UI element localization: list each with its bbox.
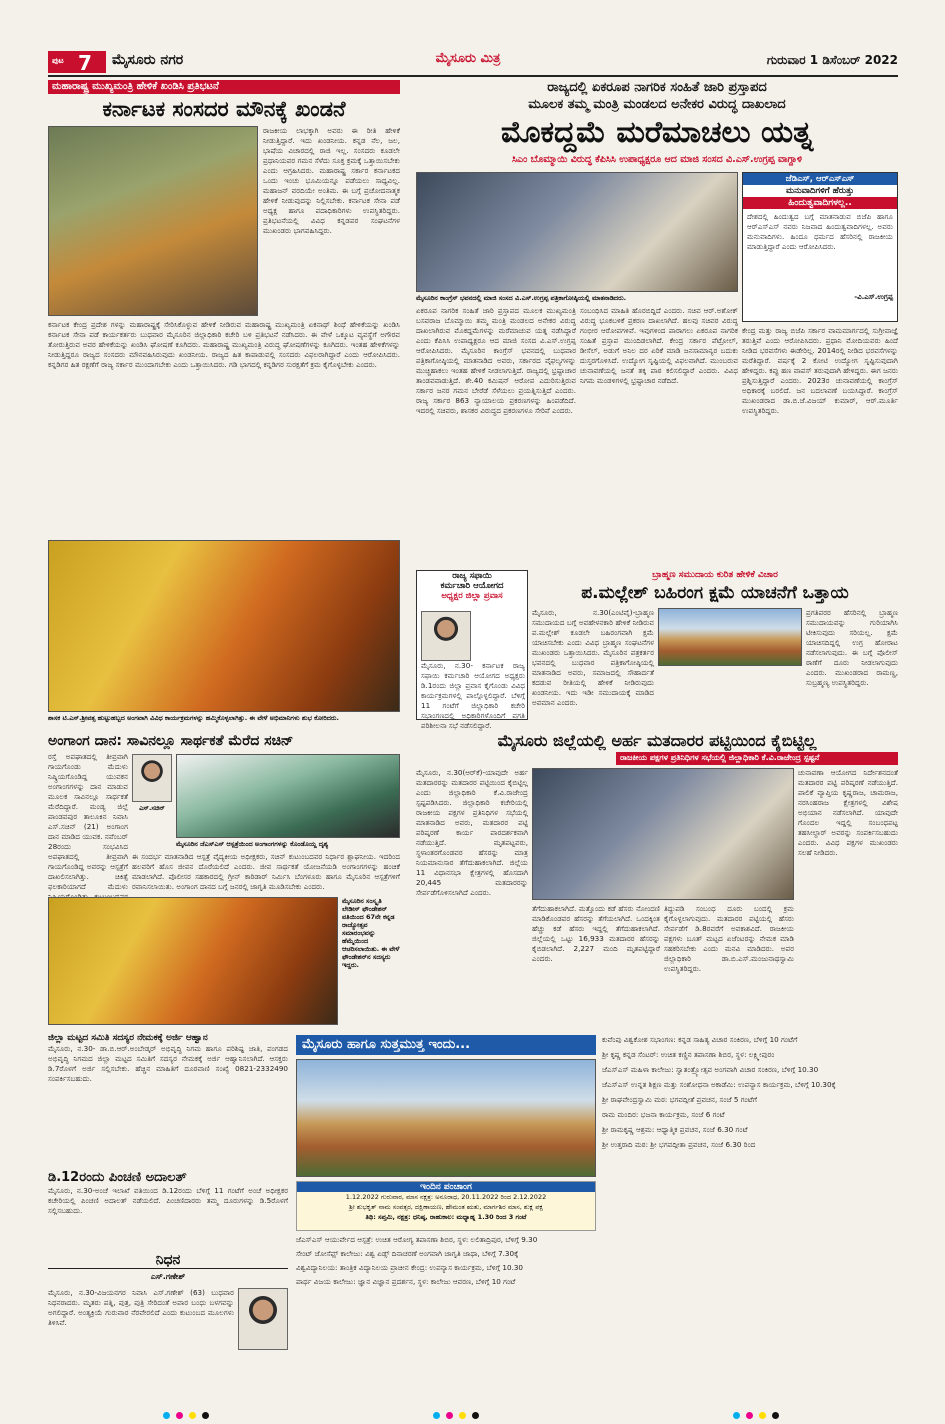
story-body-right: ರಾಜಕೀಯ ಲಾಭಕ್ಕಾಗಿ ಅವರು ಈ ರೀತಿ ಹೇಳಿಕೆ ನೀಡುತ್ತಿದ್ದಾರೆ. ಇದು ಖಂಡನೀಯ. ಕನ್ನಡ ನೆಲ, ಜಲ, ಭಾಷೆಯ ವಿಚಾರದಲ್ಲಿ ರಾಜಿ ಇಲ್ಲ. ಸಂಸದರು ಕೂಡಲೇ ಪ್ರಧಾನಿಯವರ ಗಮನ ಸೆಳೆದು ಸೂಕ್ತ ಕ್ರಮಕ್ಕೆ ಒತ್ತಾಯಿಸಬೇಕು ಎಂದು ಆಗ್ರಹಿಸಿದರು. ಮಹಾರಾಷ್ಟ್ರ ಸರ್ಕಾರ ಕರ್ನಾಟಕದ ಒಂದು ಇಂಚು ಭೂಮಿಯನ್ನೂ ಪಡೆಯಲು ಸಾಧ್ಯವಿಲ್ಲ. ಮಹಾಜನ್ ವರದಿಯೇ ಅಂತಿಮ. ಈ ಬಗ್ಗೆ ಪ್ರಚೋದನಾತ್ಮಕ ಹೇಳಿಕೆ ನೀಡುವುದನ್ನು ನಿಲ್ಲಿಸಬೇಕು. ಕರ್ನಾಟಕ ಸೇನಾ ಪಡೆ ಅಧ್ಯಕ್ಷ ಹಾಗೂ ಪದಾಧಿಕಾರಿಗಳು ಉಪಸ್ಥಿತರಿದ್ದರು. ಪ್ರತಿಭಟನೆಯಲ್ಲಿ ವಿವಿಧ ಕನ್ನಡಪರ ಸಂಘಟನೆಗಳ ಮುಖಂಡರು ಭಾಗವಹಿಸಿದ್ದರು. <box>263 126 400 235</box>
story-kicker: ಬ್ರಾಹ್ಮಣ ಸಮುದಾಯ ಕುರಿತ ಹೇಳಿಕೆ ವಿಚಾರ <box>652 570 778 580</box>
reg-dot-magenta <box>746 1412 753 1419</box>
story-ugrappa <box>416 80 898 562</box>
press-photo <box>658 608 802 666</box>
official-portrait <box>421 611 471 661</box>
reg-dot-cyan <box>433 1412 440 1419</box>
reg-dot-magenta <box>446 1412 453 1419</box>
story-headline: ಮೊಕದ್ದಮೆ ಮರೆಮಾಚಲು ಯತ್ನ <box>500 115 814 150</box>
story-kicker-3: ಅಧ್ಯಕ್ಷರ ಜಿಲ್ಲಾ ಪ್ರವಾಸ <box>441 591 503 601</box>
reg-dot-yellow <box>189 1412 196 1419</box>
masthead <box>48 48 898 76</box>
press-meet-caption: ಮೈಸೂರಿನ ಕಾಂಗ್ರೆಸ್ ಭವನದಲ್ಲಿ ಮಾಜಿ ಸಂಸದ ವಿ.ಎಸ್.ಉಗ್ರಪ್ಪ ಪತ್ರಿಕಾಗೋಷ್ಠಿಯಲ್ಲಿ ಮಾತನಾಡಿದರು. <box>416 294 627 302</box>
quote-box <box>742 172 898 322</box>
paper-name: ಮೈಸೂರು ಮಿತ್ರ <box>435 51 501 66</box>
felicitation-photo <box>48 540 400 712</box>
quote-box-sign: -ವಿ.ಎಸ್.ಉಗ್ರಪ್ಪ <box>854 293 893 301</box>
event-item: ಶ್ರೀ ಕೃಷ್ಣ ಕನ್ನಡ ಸೆಂಟರ್: ಉಚಿತ ಕಣ್ಣಿನ ತಪಾಸಣಾ ಶಿಬಿರ, ಸ್ಥಳ: ಲಕ್ಷ್ಮೀಪುರಂ <box>602 1050 775 1059</box>
event-item: ಜೆಎಸ್‌ಎಸ್ ಮಹಿಳಾ ಕಾಲೇಜು: ಸ್ವಾತಂತ್ರ್ಯೋತ್ಸವ ಅಂಗವಾಗಿ ವಿಚಾರ ಸಂಕಿರಣ, ಬೆಳಿಗ್ಗೆ 10.30 <box>602 1065 819 1074</box>
reg-dot-cyan <box>733 1412 740 1419</box>
hospital-photo <box>176 754 400 838</box>
story-kicker-2: ಕರ್ಮಚಾರಿ ಆಯೋಗದ <box>440 581 504 591</box>
notice-headline: ಡಿ.12ರಂದು ಪಿಂಚಣಿ ಅದಾಲತ್ <box>48 1170 187 1185</box>
story-body: ಮೈಸೂರು, ನ.30(ಆರ್‌ಕೆ)-ಯಾವುದೇ ಅರ್ಹ ಮತದಾರರನ್ನು ಮತದಾರರ ಪಟ್ಟಿಯಿಂದ ಕೈಬಿಟ್ಟಿಲ್ಲ ಎಂದು ಜಿಲ್ಲಾಧಿಕಾರಿ ಕೆ.ವಿ.ರಾಜೇಂದ್ರ ಸ್ಪಷ್ಟಪಡಿಸಿದರು. ಜಿಲ್ಲಾಧಿಕಾರಿ ಕಚೇರಿಯಲ್ಲಿ ರಾಜಕೀಯ ಪಕ್ಷಗಳ ಪ್ರತಿನಿಧಿಗಳ ಸಭೆಯಲ್ಲಿ ಮಾತನಾಡಿದ ಅವರು, ಮತದಾರರ ಪಟ್ಟಿ ಪರಿಷ್ಕರಣೆ ಕಾರ್ಯ ಪಾರದರ್ಶಕವಾಗಿ ನಡೆಯುತ್ತಿದೆ. ಮೃತಪಟ್ಟವರು, ಸ್ಥಳಾಂತರಗೊಂಡವರ ಹೆಸರನ್ನು ಮಾತ್ರ ನಿಯಮಾನುಸಾರ ತೆಗೆದುಹಾಕಲಾಗಿದೆ. ಜಿಲ್ಲೆಯ 11 ವಿಧಾನಸಭಾ ಕ್ಷೇತ್ರಗಳಲ್ಲಿ ಹೊಸದಾಗಿ 20,445 ಮತದಾರರನ್ನು ಸೇರ್ಪಡೆಗೊಳಿಸಲಾಗಿದೆ ಎಂದರು. <box>416 768 528 897</box>
notice-body: ಮೈಸೂರು, ನ.30- ಡಾ.ಬಿ.ಆರ್.ಅಂಬೇಡ್ಕರ್ ಅಭಿವೃದ್ಧಿ ನಿಗಮ ಹಾಗೂ ಪರಿಶಿಷ್ಟ ಜಾತಿ, ಪಂಗಡದ ಅಭಿವೃದ್ಧಿ ನಿಗಮದ ಜಿಲ್ಲಾ ಮಟ್ಟದ ಸಮಿತಿಗೆ ಸದಸ್ಯರ ನೇಮಕಕ್ಕೆ ಅರ್ಜಿ ಆಹ್ವಾನಿಸಲಾಗಿದೆ. ಆಸಕ್ತರು ಡಿ.7ರೊಳಗೆ ಅರ್ಜಿ ಸಲ್ಲಿಸಬೇಕು. ಹೆಚ್ಚಿನ ಮಾಹಿತಿಗೆ ದೂರವಾಣಿ ಸಂಖ್ಯೆ 0821-2332490 ಸಂಪರ್ಕಿಸಬಹುದು. <box>48 1044 288 1083</box>
today-header: ಮೈಸೂರು ಹಾಗೂ ಸುತ್ತಮುತ್ತ ಇಂದು... <box>296 1035 596 1055</box>
page-label: ಪುಟ <box>52 56 64 65</box>
palace-photo <box>296 1059 596 1177</box>
story-voter-list <box>416 730 898 1030</box>
page-number: 7 <box>78 51 92 75</box>
story-body: ಕರ್ನಾಟಕ ಕೇಂದ್ರ ಪ್ರದೇಶ ಗಳನ್ನು ಮಹಾರಾಷ್ಟ್ರಕ್ಕೆ ಸೇರಿಸಿಕೊಳ್ಳುವ ಹೇಳಿಕೆ ನೀಡಿರುವ ಮಹಾರಾಷ್ಟ್ರ ಮುಖ್ಯಮಂತ್ರಿ ಏಕನಾಥ್ ಶಿಂಧೆ ಹೇಳಿಕೆಯನ್ನು ಖಂಡಿಸಿ ಕರ್ನಾಟಕ ಸೇನಾ ಪಡೆ ಕಾರ್ಯಕರ್ತರು ಬುಧವಾರ ಮೈಸೂರಿನ ಜಿಲ್ಲಾಧಿಕಾರಿ ಕಚೇರಿ ಬಳಿ ಪ್ರತಿಭಟನೆ ನಡೆಸಿದರು. ಈ ವೇಳೆ ಒಕ್ಕೂಟ ವ್ಯವಸ್ಥೆಗೆ ಅಗೌರವ ತೋರುತ್ತಿರುವ ಅವರ ಹೇಳಿಕೆಯನ್ನು ಖಂಡಿಸಿ ಘೋಷಣೆ ಕೂಗಿದರು. ಮಹಾರಾಷ್ಟ್ರ ಮುಖ್ಯಮಂತ್ರಿ ವಿರುದ್ಧ ಘೋಷಣೆಗಳನ್ನು ಕೂಗಿದರು. ಇಂತಹ ಹೇಳಿಕೆಗಳನ್ನು ನೀಡುತ್ತಿದ್ದರೂ ರಾಜ್ಯದ ಸಂಸದರು ಮೌನವಹಿಸಿರುವುದು ಖಂಡನೀಯ. ರಾಜ್ಯದ ಹಿತ ಕಾಪಾಡುವಲ್ಲಿ ಸಂಸದರು ವಿಫಲರಾಗಿದ್ದಾರೆ ಎಂದು ಆರೋಪಿಸಿದರು. ಕನ್ನಡಿಗರ ಹಿತ ರಕ್ಷಣೆಗೆ ರಾಜ್ಯ ಸರ್ಕಾರ ಮುಂದಾಗಬೇಕು ಎಂದು ಒತ್ತಾಯಿಸಿದರು. ಗಡಿ ಭಾಗದಲ್ಲಿ ಕನ್ನಡಿಗರ ಸುರಕ್ಷತೆಗೆ ಕ್ರಮ ಕೈಗೊಳ್ಳಬೇಕು ಎಂದರು. <box>48 320 400 369</box>
story-body-3: ಕೇಂದ್ರ ಮತ್ತು ರಾಜ್ಯ ಬಿಜೆಪಿ ಸರ್ಕಾರ ವಾಮಮಾರ್ಗದಲ್ಲಿ ಸುಗ್ರೀವಾಜ್ಞೆ ತರುತ್ತಿವೆ ಎಂದು ಆರೋಪಿಸಿದರು. ಪ್ರಧಾನಿ ಮೋದಿಯವರು ಹಿಂದೆ ನೀಡಿದ ಭರವಸೆಗಳು ಈಡೇರಿಲ್ಲ. 2014ರಲ್ಲಿ ನೀಡಿದ ಭರವಸೆಗಳನ್ನು ಮರೆತಿದ್ದಾರೆ. ವರ್ಷಕ್ಕೆ 2 ಕೋಟಿ ಉದ್ಯೋಗ ಸೃಷ್ಟಿಸುವುದಾಗಿ ಹೇಳಿದ್ದರು. ಕಪ್ಪು ಹಣ ವಾಪಸ್ ತರುವುದಾಗಿ ಹೇಳಿದ್ದರು. ಈಗ ಜನರು ಪ್ರಶ್ನಿಸುತ್ತಿದ್ದಾರೆ ಎಂದರು. 2023ರ ಚುನಾವಣೆಯಲ್ಲಿ ಕಾಂಗ್ರೆಸ್ ಅಧಿಕಾರಕ್ಕೆ ಬರಲಿದೆ. ಜನ ಬದಲಾವಣೆ ಬಯಸಿದ್ದಾರೆ. ಕಾಂಗ್ರೆಸ್ ಮುಖಂಡರಾದ ಡಾ.ಬಿ.ಜೆ.ವಿಜಯ್ ಕುಮಾರ್, ಆರ್.ಮೂರ್ತಿ ಉಪಸ್ಥಿತರಿದ್ದರು. <box>742 326 898 415</box>
story-body: ಮೈಸೂರು, ನ.30(ಎಂಟಿವೈ)-ಬ್ರಾಹ್ಮಣ ಸಮುದಾಯದ ಬಗ್ಗೆ ಅವಹೇಳನಕಾರಿ ಹೇಳಿಕೆ ನೀಡಿರುವ ಪ.ಮಲ್ಲೇಶ್ ಕೂಡಲೇ ಬಹಿರಂಗವಾಗಿ ಕ್ಷಮೆ ಯಾಚಿಸಬೇಕು ಎಂದು ವಿವಿಧ ಬ್ರಾಹ್ಮಣ ಸಂಘಟನೆಗಳ ಮುಖಂಡರು ಒತ್ತಾಯಿಸಿದರು. ಮೈಸೂರಿನ ಪತ್ರಕರ್ತರ ಭವನದಲ್ಲಿ ಬುಧವಾರ ಪತ್ರಿಕಾಗೋಷ್ಠಿಯಲ್ಲಿ ಮಾತನಾಡಿದ ಅವರು, ಸಮಾಜದಲ್ಲಿ ಸೌಹಾರ್ದತೆ ಕದಡುವ ರೀತಿಯಲ್ಲಿ ಹೇಳಿಕೆ ನೀಡಿರುವುದು ಖಂಡನೀಯ. ಇದು ಇಡೀ ಸಮುದಾಯಕ್ಕೆ ಮಾಡಿದ ಅವಮಾನ ಎಂದರು. <box>532 608 654 707</box>
panchanga-line-2: ಶ್ರೀ ಶುಭಕೃತ್ ನಾಮ ಸಂವತ್ಸರ, ದಕ್ಷಿಣಾಯಣ, ಹೇಮಂತ ಋತು, ಮಾರ್ಗಶಿರ ಮಾಸ, ಶುಕ್ಲ ಪಕ್ಷ <box>349 1203 543 1211</box>
story-kicker-1: ರಾಜ್ಯದಲ್ಲಿ ಏಕರೂಪ ನಾಗರಿಕ ಸಂಹಿತೆ ಜಾರಿ ಪ್ರಸ್ತಾಪದ <box>547 80 767 95</box>
story-headline: ಪ.ಮಲ್ಲೇಶ್ ಬಹಿರಂಗ ಕ್ಷಮೆ ಯಾಚನೆಗೆ ಒತ್ತಾಯ <box>581 583 849 603</box>
reg-dot-magenta <box>176 1412 183 1419</box>
registration-marks-left <box>160 1404 240 1414</box>
event-item: ರಾಮ ಮಂದಿರ: ಭಜನಾ ಕಾರ್ಯಕ್ರಮ, ಸಂಜೆ 6 ಗಂಟೆ <box>602 1110 725 1119</box>
quote-box-title-2: ಮನುವಾದಿಗಳಿಗೆ ಹೆರುತ್ತು <box>786 186 854 196</box>
obituary-portrait <box>238 1288 288 1350</box>
issue-date: ಗುರುವಾರ 1 ಡಿಸೆಂಬರ್ 2022 <box>766 53 898 67</box>
event-item: ಶ್ರೀ ರಾಘವೇಂದ್ರಸ್ವಾಮಿ ಮಠ: ಭಗವದ್ಗೀತೆ ಪ್ರವಚನ, ಸಂಜೆ 5 ಗಂಟೆಗೆ <box>602 1095 758 1104</box>
story-body: ರಸ್ತೆ ಅಪಘಾತದಲ್ಲಿ ತೀವ್ರವಾಗಿ ಗಾಯಗೊಂಡು ಮೆದುಳು ನಿಷ್ಕ್ರಿಯಗೊಂಡಿದ್ದ ಯುವಕನ ಅಂಗಾಂಗಗಳನ್ನು ದಾನ ಮಾಡುವ ಮೂಲಕ ಸಾವಿನಲ್ಲೂ ಸಾರ್ಥಕತೆ ಮೆರೆದಿದ್ದಾರೆ. ಮಂಡ್ಯ ಜಿಲ್ಲೆ ಪಾಂಡವಪುರ ತಾಲೂಕಿನ ನಿವಾಸಿ ಎಸ್.ಸಚಿನ್ (21) ಅಂಗಾಂಗ ದಾನ ಮಾಡಿದ ಯುವಕ. ನವೆಂಬರ್ 28ರಂದು ಸಂಭವಿಸಿದ ಅಪಘಾತದಲ್ಲಿ ತೀವ್ರವಾಗಿ ಗಾಯಗೊಂಡಿದ್ದ ಅವರನ್ನು ಆಸ್ಪತ್ರೆಗೆ ದಾಖಲಿಸಲಾಗಿತ್ತು. ಚಿಕಿತ್ಸೆ ಫಲಕಾರಿಯಾಗದೆ ಮೆದುಳು <box>48 752 128 891</box>
story-safai-commission <box>416 570 528 730</box>
panchanga-title: ಇಂದಿನ ಪಂಚಾಂಗ <box>297 1182 595 1192</box>
obituary-body: ಮೈಸೂರು, ನ.30-ವಿಜಯನಗರ ನಿವಾಸಿ ಎಸ್.ಗಣೇಶ್ (63) ಬುಧವಾರ ನಿಧನರಾದರು. ಮೃತರು ಪತ್ನಿ, ಪುತ್ರ, ಪುತ್ರಿ ಸೇರಿದಂತೆ ಅಪಾರ ಬಂಧು ಬಳಗವನ್ನು ಅಗಲಿದ್ದಾರೆ. ಅಂತ್ಯಕ್ರಿಯೆ ಗುರುವಾರ ನೆರವೇರಲಿದೆ ಎಂದು ಕುಟುಂಬದ ಮೂಲಗಳು ತಿಳಿಸಿವೆ. <box>48 1288 234 1327</box>
event-item: ಶ್ರೀ ರಾಮಕೃಷ್ಣ ಆಶ್ರಮ: ಆಧ್ಯಾತ್ಮಿಕ ಪ್ರವಚನ, ಸಂಜೆ 6.30 ಗಂಟೆ <box>602 1125 748 1134</box>
reg-dot-yellow <box>759 1412 766 1419</box>
story-mallesh <box>532 570 898 720</box>
panchanga-box <box>296 1181 596 1231</box>
notice-headline: ಜಿಲ್ಲಾ ಮಟ್ಟದ ಸಮಿತಿ ಸದಸ್ಯರ ನೇಮಕಕ್ಕೆ ಅರ್ಜಿ ಆಹ್ವಾನ <box>48 1033 208 1043</box>
press-meet-photo <box>416 172 738 292</box>
celebration-photo <box>48 897 338 1025</box>
story-headline: ಕರ್ನಾಟಕ ಸಂಸದರ ಮೌನಕ್ಕೆ ಖಂಡನೆ <box>102 97 346 121</box>
hospital-caption: ಮೈಸೂರಿನ ಜೆಎಸ್‌ಎಸ್ ಆಸ್ಪತ್ರೆಯಿಂದ ಅಂಗಾಂಗಗಳನ್ನು ಕೊಂಡೊಯ್ದ ದೃಶ್ಯ <box>176 840 329 848</box>
story-body: ಏಕರೂಪ ನಾಗರಿಕ ಸಂಹಿತೆ ಜಾರಿ ಪ್ರಸ್ತಾಪದ ಮೂಲಕ ಮುಖ್ಯಮಂತ್ರಿ ಬಸವರಾಜ ಬೊಮ್ಮಾಯಿ ತಮ್ಮ ಮಂತ್ರಿ ಮಂಡಲದ ಅನೇಕರ ವಿರುದ್ಧ ದಾಖಲಾಗಿರುವ ಮೊಕದ್ದಮೆಗಳನ್ನು ಮರೆಮಾಚುವ ಯತ್ನ ನಡೆಸಿದ್ದಾರೆ ಎಂದು ಕೆಪಿಸಿಸಿ ಉಪಾಧ್ಯಕ್ಷರೂ ಆದ ಮಾಜಿ ಸಂಸದ ವಿ.ಎಸ್.ಉಗ್ರಪ್ಪ ಆರೋಪಿಸಿದರು. ಮೈಸೂರಿನ ಕಾಂಗ್ರೆಸ್ ಭವನದಲ್ಲಿ ಬುಧವಾರ ಪತ್ರಿಕಾಗೋಷ್ಠಿಯಲ್ಲಿ ಮಾತನಾಡಿದ ಅವರು, ಸರ್ಕಾರದ ವೈಫಲ್ಯಗಳನ್ನು ಮುಚ್ಚಿಹಾಕಲು ಇಂತಹ ಹೇಳಿಕೆ ನೀಡಲಾಗುತ್ತಿದೆ. ರಾಜ್ಯದಲ್ಲಿ ಭ್ರಷ್ಟಾಚಾರ ತಾಂಡವವಾಡುತ್ತಿದೆ. ಶೇ.40 ಕಮಿಷನ್ ಆರೋಪ ಎದುರಿಸುತ್ತಿರುವ ಸರ್ಕಾರ ಜನರ ಗಮನ ಬೇರೆಡೆ ಸೆಳೆಯಲು ಪ್ರಯತ್ನಿಸುತ್ತಿದೆ ಎಂದರು. ರಾಜ್ಯ ಸರ್ಕಾರ 863 ನ್ಯಾಯಾಲಯ ಪ್ರಕರಣಗಳನ್ನು ಹಿಂಪಡೆದಿದೆ. ಇದರಲ್ಲಿ ಸಚಿವರು, ಶಾಸಕರ ವಿರುದ್ಧದ ಪ್ರಕರಣಗಳೂ ಸೇರಿವೆ ಎಂದರು. <box>416 306 576 415</box>
event-item: ಪಾರ್ಥ ವಿಜಯ ಕಾಲೇಜು: ಜ್ಞಾನ ವಿಜ್ಞಾನ ಪ್ರದರ್ಶನ, ಸ್ಥಳ: ಕಾಲೇಜು ಆವರಣ, ಬೆಳಿಗ್ಗೆ 10 ಗಂಟೆ <box>296 1277 516 1286</box>
story-headline: ಮೈಸೂರು ಜಿಲ್ಲೆಯಲ್ಲಿ ಅರ್ಹ ಮತದಾರರ ಪಟ್ಟಿಯಿಂದ ಕೈಬಿಟ್ಟಿಲ್ಲ <box>497 731 817 750</box>
protest-photo <box>48 126 258 316</box>
notice-committee <box>48 1032 288 1167</box>
portrait-caption: ಎಸ್.ಸಚಿನ್ <box>139 804 165 812</box>
reg-dot-black <box>202 1412 209 1419</box>
reg-dot-yellow <box>459 1412 466 1419</box>
obituary-section: ನಿಧನ <box>48 1252 288 1269</box>
events-right <box>602 1035 898 1390</box>
story-kicker: ಮಹಾರಾಷ್ಟ್ರ ಮುಖ್ಯಮಂತ್ರಿ ಹೇಳಿಕೆ ಖಂಡಿಸಿ ಪ್ರತಿಭಟನೆ <box>48 80 400 94</box>
reg-dot-black <box>472 1412 479 1419</box>
story-kicker-1: ರಾಜ್ಯ ಸಫಾಯಿ <box>452 571 492 581</box>
story-kicker-2: ಮೂಲಕ ತಮ್ಮ ಮಂತ್ರಿ ಮಂಡಲದ ಅನೇಕರ ವಿರುದ್ಧ ದಾಖಲಾದ <box>528 97 786 112</box>
meeting-photo <box>532 768 794 900</box>
notice-body: ಮೈಸೂರು, ನ.30-ಅಂಚೆ ಇಲಾಖೆ ವತಿಯಿಂದ ಡಿ.12ರಂದು ಬೆಳಿಗ್ಗೆ 11 ಗಂಟೆಗೆ ಅಂಚೆ ಅಧೀಕ್ಷಕರ ಕಚೇರಿಯಲ್ಲಿ ಪಿಂಚಣಿ ಅದಾಲತ್ ನಡೆಯಲಿದೆ. ಪಿಂಚಣಿದಾರರು ತಮ್ಮ ದೂರುಗಳನ್ನು ಡಿ.5ರೊಳಗೆ ಸಲ್ಲಿಸಬಹುದು. <box>48 1186 288 1215</box>
story-body-2: ಈ ಸಂದರ್ಭ ಮಾತನಾಡಿದ ಆಸ್ಪತ್ರೆ ವೈದ್ಯಕೀಯ ಅಧೀಕ್ಷಕರು, ಸಚಿನ್ ಕುಟುಂಬದವರ ನಿರ್ಧಾರ ಶ್ಲಾಘನೀಯ. ಇದರಿಂದ ಹಲವರಿಗೆ ಹೊಸ ಜೀವನ ದೊರೆಯಲಿದೆ ಎಂದರು. ಜೀವ ಸಾರ್ಥಕತೆ ಯೋಜನೆಯಡಿ ಅಂಗಾಂಗಗಳನ್ನು ಹಂಚಿಕೆ ಮಾಡಲಾಗಿದೆ. ಪೊಲೀಸರ ಸಹಕಾರದಲ್ಲಿ ಗ್ರೀನ್ ಕಾರಿಡಾರ್ ನಿರ್ಮಿಸಿ ಬೆಂಗಳೂರು ಹಾಗೂ ಮೈಸೂರಿನ ಆಸ್ಪತ್ರೆಗಳಿಗೆ ರವಾನಿಸಲಾಯಿತು. ಅಂಗಾಂಗ ದಾನದ ಬಗ್ಗೆ ಜನರಲ್ಲಿ ಜಾಗೃತಿ ಮೂಡಿಸಬೇಕು ಎಂದರು. <box>132 852 400 891</box>
story-protest <box>48 80 400 520</box>
story-subhead: ರಾಜಕೀಯ ಪಕ್ಷಗಳ ಪ್ರತಿನಿಧಿಗಳ ಸಭೆಯಲ್ಲಿ ಜಿಲ್ಲಾಧಿಕಾರಿ ಕೆ.ವಿ.ರಾಜೇಂದ್ರ ಸ್ಪಷ್ಟನೆ <box>616 752 898 765</box>
panchanga-line-1: 1.12.2022 ಗುರುವಾರ, ಮಾಸ ನಕ್ಷತ್ರ: ಅನೂರಾಧ, 20.11.2022 ರಿಂದ 2.12.2022 <box>345 1193 547 1201</box>
today-section <box>296 1035 898 1390</box>
celebration-caption: ಮೈಸೂರಿನ ಸಂಸ್ಕೃತಿ ಲೇಡೀಸ್ ಫೌಂಡೇಶನ್ ವತಿಯಿಂದ 67ನೇ ಕನ್ನಡ ರಾಜ್ಯೋತ್ಸವ ಸಮಾರಂಭವನ್ನು ಹೆಮ್ಮೆಯಿಂದ ಆಚರಿಸಲಾಯಿತು. ಈ ವೇಳೆ ಫೌಂಡೇಶನ್‌ನ ಸದಸ್ಯರು ಇದ್ದರು. <box>342 897 400 969</box>
photo-caption: ಶಾಸಕ ಟಿ.ಎಸ್.ಶ್ರೀವತ್ಸ ಹುಟ್ಟುಹಬ್ಬದ ಅಂಗವಾಗಿ ವಿವಿಧ ಕಾರ್ಯಕ್ರಮಗಳನ್ನು ಹಮ್ಮಿಕೊಳ್ಳಲಾಗಿತ್ತು. ಈ ವೇಳೆ ಅಭಿಮಾನಿಗಳು ಶುಭ ಕೋರಿದರು. <box>48 714 339 722</box>
event-item: ಕುವೆಂಪು ವಿಶ್ವಕೋಶ ಸಭಾಂಗಣ: ಕನ್ನಡ ಸಾಹಿತ್ಯ ವಿಚಾರ ಸಂಕಿರಣ, ಬೆಳಿಗ್ಗೆ 10 ಗಂಟೆಗೆ <box>602 1035 798 1044</box>
registration-marks-center <box>430 1404 510 1414</box>
obituary-name: ಎಸ್.ಗಣೇಶ್ <box>150 1272 186 1281</box>
events-left <box>296 1235 596 1390</box>
masthead-rule <box>48 75 898 77</box>
story-headline: ಅಂಗಾಂಗ ದಾನ: ಸಾವಿನಲ್ಲೂ ಸಾರ್ಥಕತೆ ಮೆರೆದ ಸಚಿನ್ <box>48 733 294 749</box>
story-subhead: ಸಿಎಂ ಬೊಮ್ಮಾಯಿ ವಿರುದ್ಧ ಕೆಪಿಸಿಸಿ ಉಪಾಧ್ಯಕ್ಷರೂ ಆದ ಮಾಜಿ ಸಂಸದ ವಿ.ಎಸ್.ಉಗ್ರಪ್ಪ ವಾಗ್ದಾಳಿ <box>511 154 803 165</box>
quote-box-title-3: ಹಿಂದುತ್ವವಾದಿಗಳಲ್ಲ.. <box>743 197 897 209</box>
reg-dot-black <box>772 1412 779 1419</box>
event-item: ಜೆಎಸ್‌ಎಸ್ ಉನ್ನತ ಶಿಕ್ಷಣ ಮತ್ತು ಸಂಶೋಧನಾ ಅಕಾಡೆಮಿ: ಉಪನ್ಯಾಸ ಕಾರ್ಯಕ್ರಮ, ಬೆಳಿಗ್ಗೆ 10.30ಕ್ಕೆ <box>602 1080 836 1089</box>
story-body-3: ತಿದ್ದುಪಡಿ ಸಂಬಂಧ ದೂರು ಬಂದಲ್ಲಿ ಕ್ರಮ ಕೈಗೊಳ್ಳಲಾಗುವುದು. ಮತದಾರರ ಪಟ್ಟಿಯಲ್ಲಿ ಹೆಸರು ಸೇರ್ಪಡೆಗೆ ಡಿ.8ರವರೆಗೆ ಅವಕಾಶವಿದೆ. ರಾಜಕೀಯ ಪಕ್ಷಗಳು ಬೂತ್ ಮಟ್ಟದ ಏಜೆಂಟರನ್ನು ನೇಮಕ ಮಾಡಿ ಸಹಕರಿಸಬೇಕು ಎಂದು ಮನವಿ ಮಾಡಿದರು. ಅಪರ ಜಿಲ್ಲಾಧಿಕಾರಿ ಡಾ.ಬಿ.ಎಸ್.ಮಂಜುನಾಥಸ್ವಾಮಿ ಉಪಸ್ಥಿತರಿದ್ದರು. <box>664 904 794 973</box>
section-name: ಮೈಸೂರು ನಗರ <box>112 52 184 68</box>
story-organ-donation <box>48 732 400 894</box>
story-body: ಮೈಸೂರು, ನ.30- ಕರ್ನಾಟಕ ರಾಜ್ಯ ಸಫಾಯಿ ಕರ್ಮಚಾರಿ ಆಯೋಗದ ಅಧ್ಯಕ್ಷರು ಡಿ.1ರಂದು ಜಿಲ್ಲಾ ಪ್ರವಾಸ ಕೈಗೊಂಡು ವಿವಿಧ ಕಾರ್ಯಕ್ರಮಗಳಲ್ಲಿ ಪಾಲ್ಗೊಳ್ಳಲಿದ್ದಾರೆ. ಬೆಳಿಗ್ಗೆ 11 ಗಂಟೆಗೆ ಜಿಲ್ಲಾಧಿಕಾರಿ ಕಚೇರಿ ಸಭಾಂಗಣದಲ್ಲಿ ಅಧಿಕಾರಿಗಳೊಂದಿಗೆ ಪ್ರಗತಿ ಪರಿಶೀಲನಾ ಸಭೆ ನಡೆಸಲಿದ್ದಾರೆ. <box>421 661 525 730</box>
panchanga-line-3: ತಿಥಿ: ಸಪ್ತಮಿ, ನಕ್ಷತ್ರ: ಧನಿಷ್ಠ, ರಾಹುಕಾಲ: ಮಧ್ಯಾಹ್ನ 1.30 ರಿಂದ 3 ಗಂಟೆ <box>365 1213 527 1221</box>
reg-dot-cyan <box>163 1412 170 1419</box>
notice-pension <box>48 1170 288 1250</box>
portrait-photo <box>132 754 172 802</box>
registration-marks-right <box>730 1404 810 1414</box>
event-item: ವಿಶ್ವವಿದ್ಯಾನಿಲಯ: ತಾಂತ್ರಿಕ ವಿದ್ಯಾನಿಲಯ ಪ್ರಾಚೀನ ಕೇಂದ್ರ: ಉಪನ್ಯಾಸ ಕಾರ್ಯಕ್ರಮ, ಬೆಳಿಗ್ಗೆ 10.30 <box>296 1263 524 1272</box>
quote-box-title: ಜೆಡಿಎಸ್, ಆರ್‌ಎಸ್‌ಎಸ್ <box>743 173 897 185</box>
obituary <box>48 1252 288 1392</box>
page-number-box <box>48 51 106 73</box>
story-body-2: ಪ್ರಗತಿಪರರ ಹೆಸರಿನಲ್ಲಿ ಬ್ರಾಹ್ಮಣ ಸಮುದಾಯವನ್ನು ಗುರಿಯಾಗಿಸಿ ಟೀಕಿಸುವುದು ಸರಿಯಲ್ಲ. ಕ್ಷಮೆ ಯಾಚಿಸದಿದ್ದಲ್ಲಿ ಉಗ್ರ ಹೋರಾಟ ನಡೆಸಲಾಗುವುದು. ಈ ಬಗ್ಗೆ ಪೊಲೀಸ್ ಠಾಣೆಗೆ ದೂರು ನೀಡಲಾಗುವುದು ಎಂದರು. ಮುಖಂಡರಾದ ರಾಮಣ್ಣ, ಸುಬ್ರಹ್ಮಣ್ಯ ಉಪಸ್ಥಿತರಿದ್ದರು. <box>806 608 898 687</box>
event-item: ಜೆಎಸ್‌ಎಸ್ ಆಯುರ್ವೇದ ಆಸ್ಪತ್ರೆ: ಉಚಿತ ಆರೋಗ್ಯ ತಪಾಸಣಾ ಶಿಬಿರ, ಸ್ಥಳ: ಲಲಿತಾದ್ರಿಪುರ, ಬೆಳಿಗ್ಗೆ 9.30 <box>296 1235 538 1244</box>
quote-box-body: ದೇಶದಲ್ಲಿ ಹಿಂದುತ್ವದ ಬಗ್ಗೆ ಮಾತನಾಡುವ ಬಿಜೆಪಿ ಹಾಗೂ ಆರ್‌ಎಸ್‌ಎಸ್ ನವರು ನಿಜವಾದ ಹಿಂದುತ್ವವಾದಿಗಳಲ್ಲ. ಅವರು ಮನುವಾದಿಗಳು. ಹಿಂದೂ ಧರ್ಮದ ಹೆಸರಿನಲ್ಲಿ ರಾಜಕೀಯ ಮಾಡುತ್ತಿದ್ದಾರೆ ಎಂದು ಆರೋಪಿಸಿದರು. <box>747 212 893 251</box>
story-body-2: ತೆಗೆದುಹಾಕಲಾಗಿದೆ. ಮತ್ತೊಂದು ಕಡೆ ಹೆಸರು ನೋಂದಣಿ ಮಾಡಿಕೊಂಡವರ ಹೆಸರನ್ನು ತೆಗೆಯಲಾಗಿದೆ. ಒಂದಕ್ಕಿಂತ ಹೆಚ್ಚು ಕಡೆ ಹೆಸರು ಇದ್ದಲ್ಲಿ ತೆಗೆದುಹಾಕಲಾಗಿದೆ. ಜಿಲ್ಲೆಯಲ್ಲಿ ಒಟ್ಟು 16,933 ಮತದಾರರ ಹೆಸರನ್ನು ಕೈಬಿಡಲಾಗಿದೆ. 2,227 ಮಂದಿ ಮೃತಪಟ್ಟಿದ್ದಾರೆ ಎಂದರು. <box>532 904 660 963</box>
story-body-2: ಸಂಬಂಧಿಸಿದ ಮಾಹಿತಿ ಹೊರಬಿದ್ದಿದೆ ಎಂದರು. ಸಚಿವ ಆರ್.ಅಶೋಕ್ ವಿರುದ್ಧ ಭೂಕಬಳಿಕೆ ಪ್ರಕರಣ ದಾಖಲಾಗಿದೆ. ಹಲವು ಸಚಿವರ ವಿರುದ್ಧ ಗಂಭೀರ ಆರೋಪಗಳಿವೆ. ಇವುಗಳಿಂದ ಪಾರಾಗಲು ಏಕರೂಪ ನಾಗರಿಕ ಸಂಹಿತೆ ಪ್ರಸ್ತಾಪ ಮುಂದಿಡಲಾಗಿದೆ. ಕೇಂದ್ರ ಸರ್ಕಾರ ಪೆಟ್ರೋಲ್, ಡೀಸೆಲ್, ಅಡುಗೆ ಅನಿಲ ದರ ಏರಿಕೆ ಮಾಡಿ ಜನಸಾಮಾನ್ಯರ ಬದುಕು ದುಸ್ತರಗೊಳಿಸಿದೆ. ಉದ್ಯೋಗ ಸೃಷ್ಟಿಯಲ್ಲಿ ವಿಫಲವಾಗಿದೆ. ಮುಂಬರುವ ಚುನಾವಣೆಯಲ್ಲಿ ಜನತೆ ತಕ್ಕ ಪಾಠ ಕಲಿಸಲಿದ್ದಾರೆ ಎಂದರು. ವಿವಿಧ ನಿಗಮ ಮಂಡಳಿಗಳಲ್ಲಿ ಭ್ರಷ್ಟಾಚಾರ ನಡೆದಿದೆ. <box>580 306 738 385</box>
event-item: ಶ್ರೀ ಉತ್ತರಾದಿ ಮಠ: ಶ್ರೀ ಭಗವದ್ಗೀತಾ ಪ್ರವಚನ, ಸಂಜೆ 6.30 ರಿಂದ <box>602 1140 756 1149</box>
story-body-4: ಚುನಾವಣಾ ಆಯೋಗದ ನಿರ್ದೇಶನದಂತೆ ಮತದಾರರ ಪಟ್ಟಿ ಪರಿಷ್ಕರಣೆ ನಡೆಯುತ್ತಿದೆ. ಪಾಲಿಕೆ ವ್ಯಾಪ್ತಿಯ ಕೃಷ್ಣರಾಜ, ಚಾಮರಾಜ, ನರಸಿಂಹರಾಜ ಕ್ಷೇತ್ರಗಳಲ್ಲಿ ವಿಶೇಷ ಅಭಿಯಾನ ನಡೆಸಲಾಗಿದೆ. ಯಾವುದೇ ಗೊಂದಲ ಇದ್ದಲ್ಲಿ ಸಂಬಂಧಪಟ್ಟ ತಹಸೀಲ್ದಾರ್ ಅವರನ್ನು ಸಂಪರ್ಕಿಸಬಹುದು ಎಂದರು. ವಿವಿಧ ಪಕ್ಷಗಳ ಮುಖಂಡರು ಸಲಹೆ ನೀಡಿದರು. <box>798 768 898 857</box>
event-item: ಸೇಂಟ್ ಜೋಸೆಫ್ಸ್ ಕಾಲೇಜು: ವಿಶ್ವ ಏಡ್ಸ್ ದಿನಾಚರಣೆ ಅಂಗವಾಗಿ ಜಾಗೃತಿ ಜಾಥಾ, ಬೆಳಿಗ್ಗೆ 7.30ಕ್ಕೆ <box>296 1249 519 1258</box>
